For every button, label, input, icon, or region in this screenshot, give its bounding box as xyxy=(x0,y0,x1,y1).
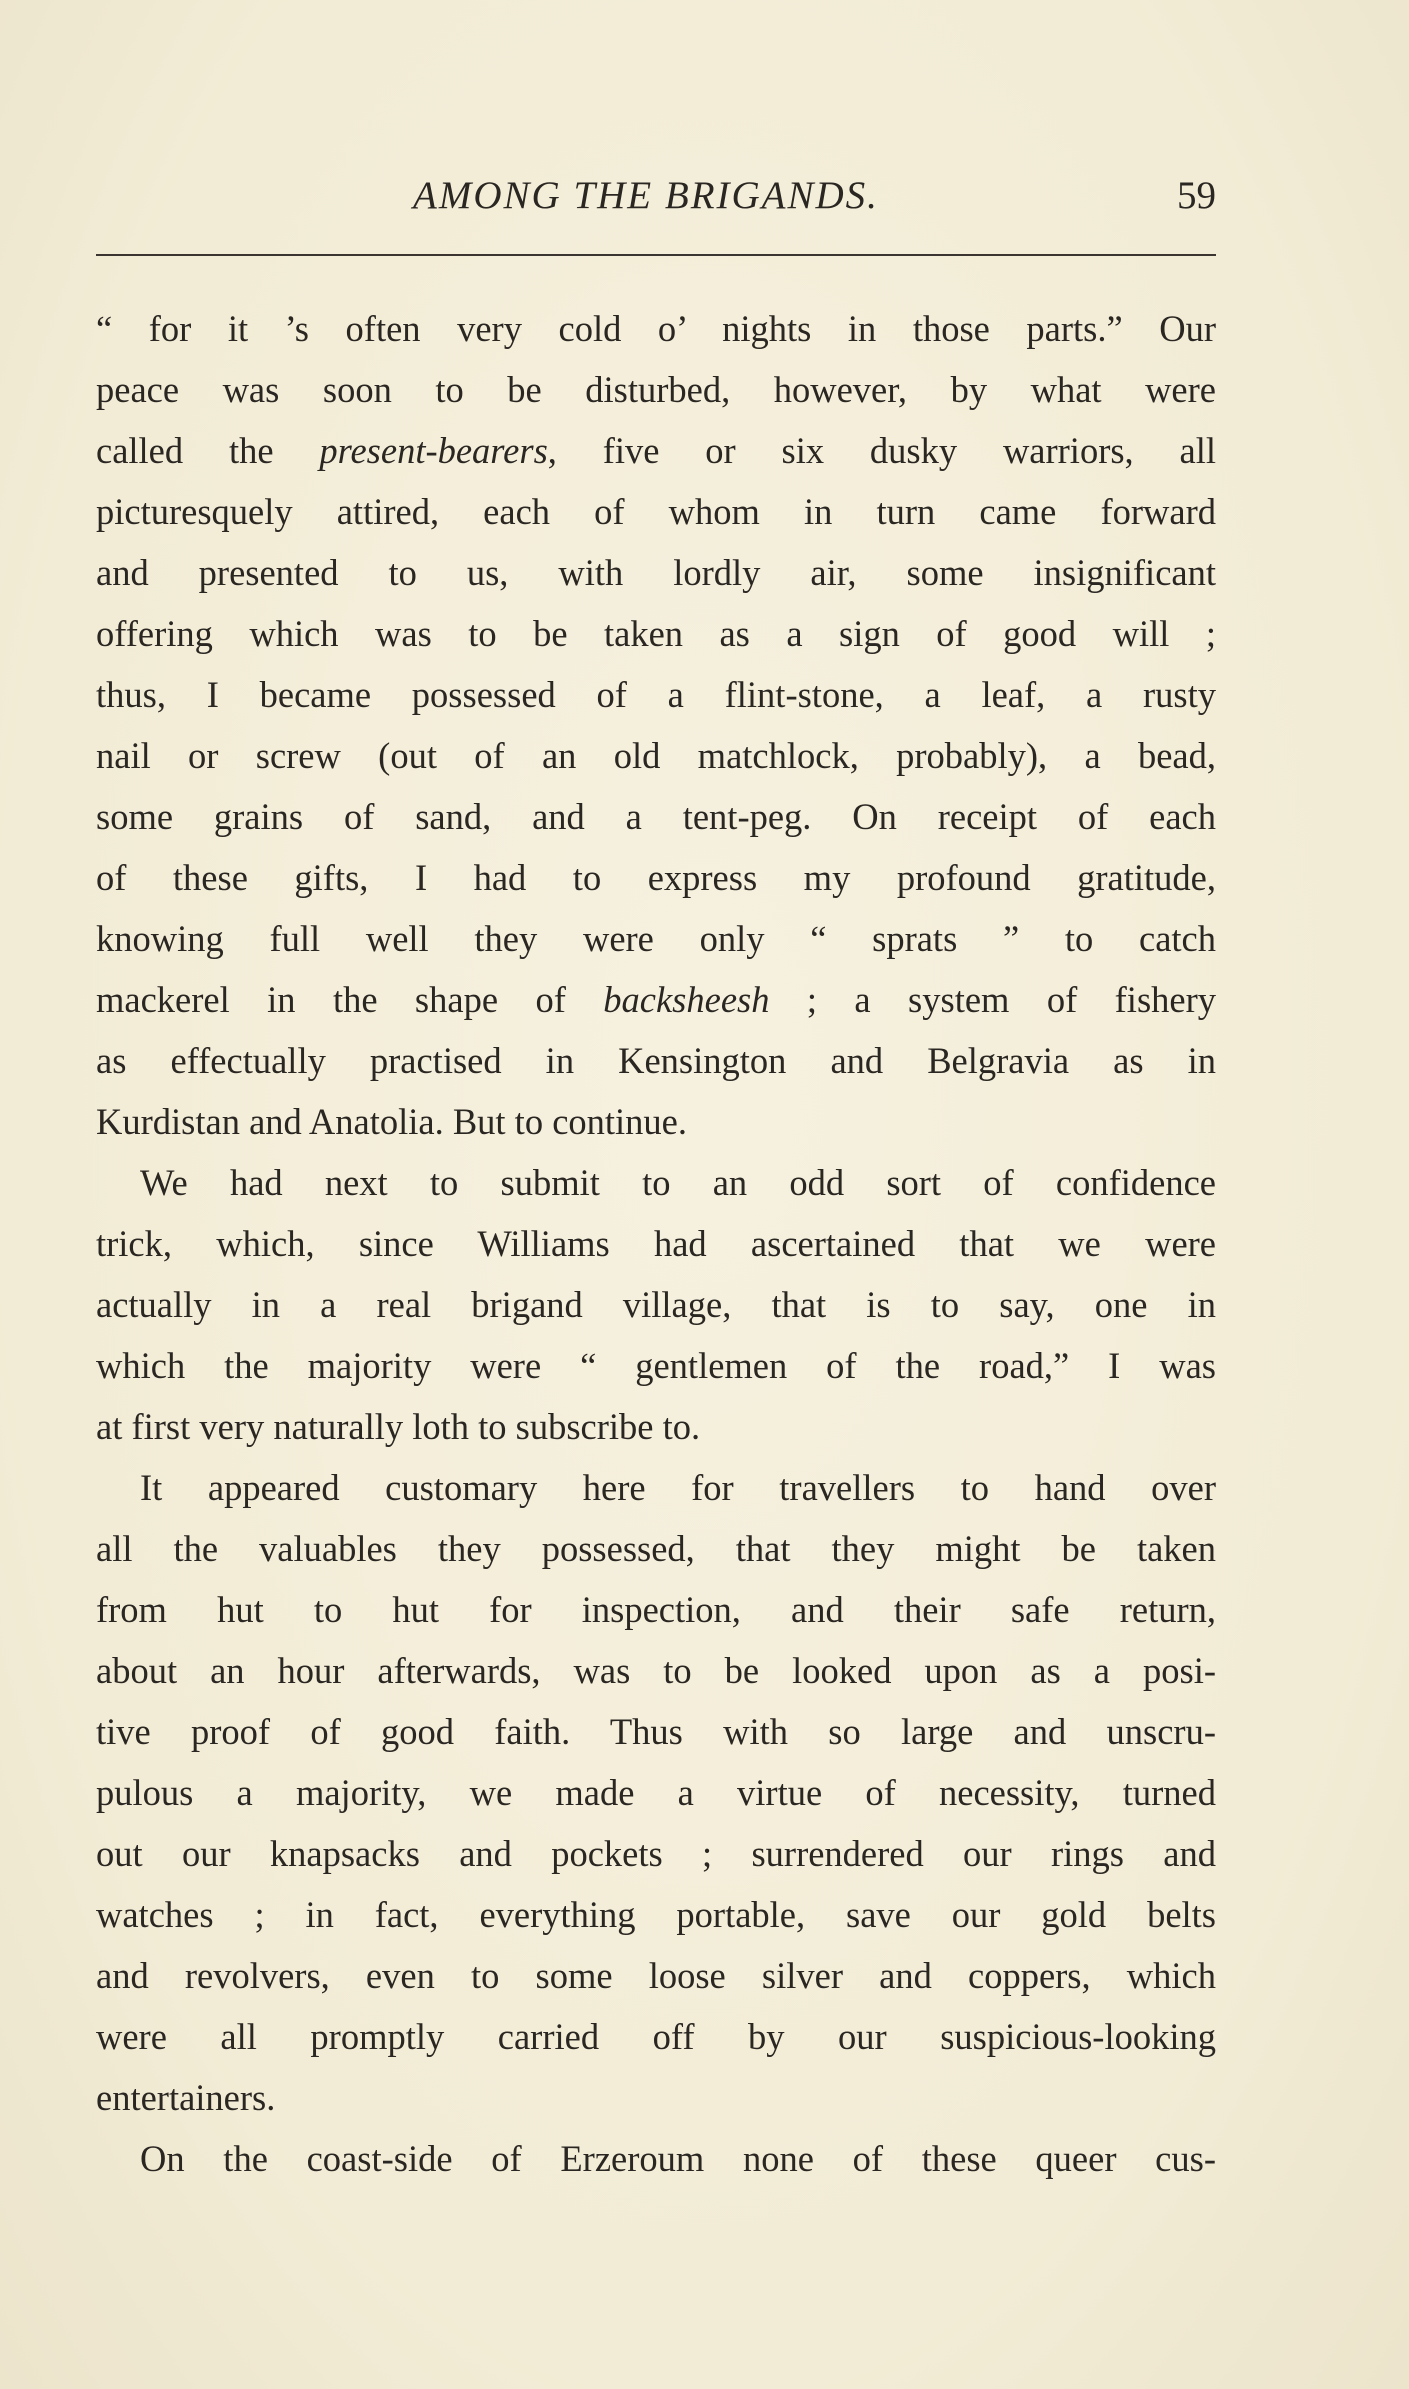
running-title: AMONG THE BRIGANDS. xyxy=(413,174,879,217)
paragraph-first-line: On the coast-side of Erzeroum none of these queer cus- xyxy=(140,2138,1216,2179)
italic-term: present-bearers xyxy=(319,430,548,471)
page-number: 59 xyxy=(1177,174,1216,217)
text-line: and presented to us, with lordly air, some insignificant xyxy=(96,552,1216,593)
text-line: watches ; in fact, everything portable, save our gold belts xyxy=(96,1894,1216,1935)
paragraph-end-line: at first very naturally loth to subscribe to. xyxy=(96,1406,701,1447)
text-line: peace was soon to be disturbed, however, by what were xyxy=(96,369,1216,410)
text-line: of these gifts, I had to express my profound gratitude, xyxy=(96,857,1216,898)
text-line: actually in a real brigand village, that is to say, one in xyxy=(96,1284,1216,1325)
text-line: picturesquely attired, each of whom in turn came forward xyxy=(96,491,1216,532)
paragraph-end-line: Kurdistan and Anatolia. But to continue. xyxy=(96,1101,688,1142)
text-line: which the majority were “ gentlemen of the road,” I was xyxy=(96,1345,1216,1386)
text-line: thus, I became possessed of a flint-stone, a leaf, a rusty xyxy=(96,674,1216,715)
text-line: pulous a majority, we made a virtue of necessity, turned xyxy=(96,1772,1216,1813)
italic-term: backsheesh xyxy=(603,979,770,1020)
text-line: knowing full well they were only “ sprats ” to catch xyxy=(96,918,1216,959)
running-head xyxy=(96,166,1216,226)
text-line: trick, which, since Williams had ascertained that we were xyxy=(96,1223,1216,1264)
paragraph-first-line: It appeared customary here for travellers to hand over xyxy=(140,1467,1216,1508)
text-line: were all promptly carried off by our suspicious-looking xyxy=(96,2016,1216,2057)
text-line: nail or screw (out of an old matchlock, probably), a bead, xyxy=(96,735,1216,776)
text-line: mackerel in the shape of backsheesh ; a system of fishery xyxy=(96,979,1216,1020)
text-line: “ for it ’s often very cold o’ nights in those parts.” Our xyxy=(96,308,1216,349)
text-line: tive proof of good faith. Thus with so large and unscru- xyxy=(96,1711,1216,1752)
body-text xyxy=(96,298,1216,2189)
text-line: as effectually practised in Kensington and Belgravia as in xyxy=(96,1040,1216,1081)
paragraph-first-line: We had next to submit to an odd sort of confidence xyxy=(140,1162,1216,1203)
text-line: all the valuables they possessed, that they might be taken xyxy=(96,1528,1216,1569)
text-line: about an hour afterwards, was to be looked upon as a posi- xyxy=(96,1650,1216,1691)
text-line: called the present-bearers, five or six dusky warriors, all xyxy=(96,430,1216,471)
paragraph-end-line: entertainers. xyxy=(96,2077,276,2118)
text-line: offering which was to be taken as a sign of good will ; xyxy=(96,613,1216,654)
text-line: from hut to hut for inspection, and their safe return, xyxy=(96,1589,1216,1630)
text-line: and revolvers, even to some loose silver and coppers, which xyxy=(96,1955,1216,1996)
header-rule xyxy=(96,254,1216,256)
text-line: some grains of sand, and a tent-peg. On receipt of each xyxy=(96,796,1216,837)
text-line: out our knapsacks and pockets ; surrendered our rings and xyxy=(96,1833,1216,1874)
